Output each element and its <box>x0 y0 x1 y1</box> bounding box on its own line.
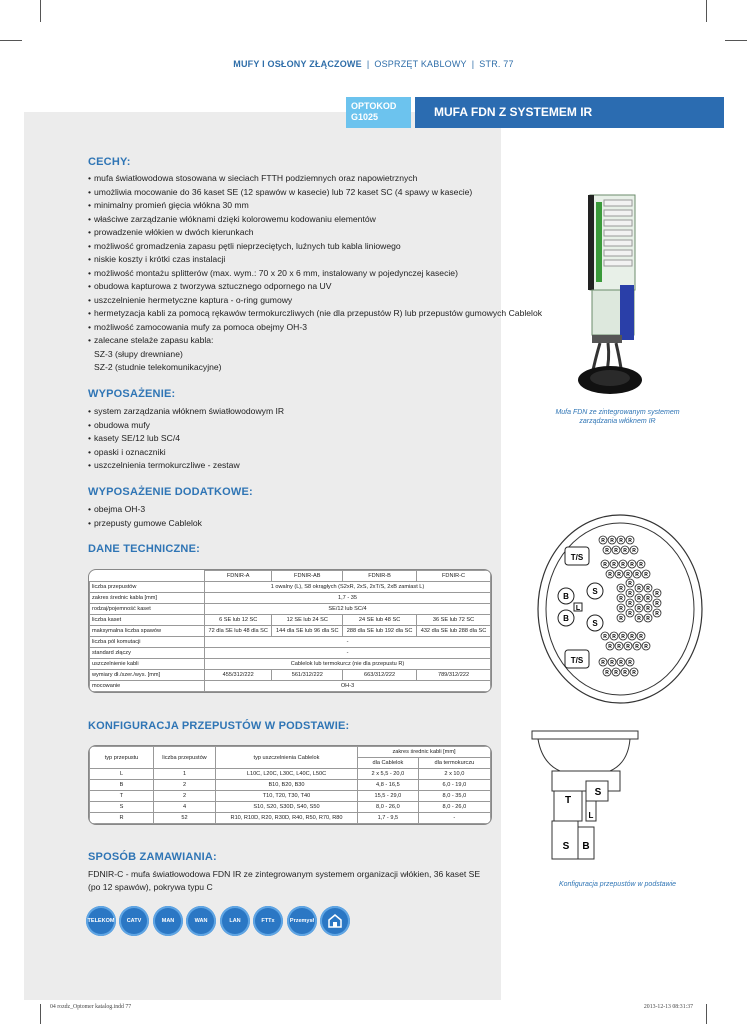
r-port-label: R <box>603 562 607 568</box>
r-port-label: R <box>628 601 632 607</box>
r-port-label: R <box>610 660 614 666</box>
crop-mark <box>0 40 22 41</box>
r-port-label: R <box>630 562 634 568</box>
r-port-label: R <box>639 562 643 568</box>
wan-icon: WAN <box>186 906 216 936</box>
r-port-label: R <box>628 538 632 544</box>
list-item: • minimalny promień gięcia włókna 30 mm <box>88 199 498 213</box>
product-code-tag: OPTOKOD G1025 <box>346 97 411 128</box>
r-port-label: R <box>628 611 632 617</box>
r-port-label: R <box>601 660 605 666</box>
r-port-label: R <box>608 572 612 578</box>
r-port-label: R <box>646 616 650 622</box>
crop-mark <box>725 40 747 41</box>
r-port-label: R <box>601 538 605 544</box>
list-item: • system zarządzania włóknem światłowodowym IR <box>88 405 498 419</box>
r-port-label: R <box>637 616 641 622</box>
list-item: • obejma OH-3 <box>88 503 498 517</box>
r-port-label: R <box>608 644 612 650</box>
list-item: • niskie koszty i krótki czas instalacji <box>88 253 498 267</box>
page-header: MUFY I OSŁONY ZŁĄCZOWE | OSPRZĘT KABLOWY | STR. 77 <box>233 59 514 69</box>
header-subcategory: OSPRZĘT KABLOWY <box>374 59 467 69</box>
table-row: zakres średnic kabla [mm] 1,7 - 35 <box>90 593 491 604</box>
order-heading: SPOSÓB ZAMAWIANIA: <box>88 851 217 863</box>
order-text: FDNIR-C - mufa światłowodowa FDN IR ze zintegrowanym systemem organizacji włókien, 36 kaset SE (po 12 spawów), pokrywa typu C <box>88 869 481 892</box>
header-category: MUFY I OSŁONY ZŁĄCZOWE <box>233 59 362 69</box>
list-item: • obudowa mufy <box>88 419 498 433</box>
svg-text:B: B <box>582 841 590 852</box>
config-table <box>88 745 492 825</box>
r-port-label: R <box>619 586 623 592</box>
equipment-list <box>88 405 498 473</box>
diagram-ts-top: T/S <box>570 553 584 562</box>
equipment-heading: WYPOSAŻENIE: <box>88 388 176 400</box>
list-item: • możliwość gromadzenia zapasu pętli nieprzeciętych, luźnych tub kabla liniowego <box>88 240 498 254</box>
fttx-icon: FTTx <box>253 906 283 936</box>
header-page: STR. 77 <box>479 59 514 69</box>
list-item: • uszczelnienie hermetyczne kaptura - o-ring gumowy <box>88 294 498 308</box>
tech-table <box>88 569 492 693</box>
list-item: • kasety SE/12 lub SC/4 <box>88 432 498 446</box>
svg-text:T: T <box>564 795 572 806</box>
r-port-label: R <box>646 606 650 612</box>
list-item: • uszczelnienia termokurczliwe - zestaw <box>88 459 498 473</box>
list-item: • możliwość zamocowania mufy za pomoca obejmy OH-3 <box>88 321 498 335</box>
svg-text:S: S <box>592 587 598 596</box>
footer-file: 04 rozdz_Optomer katalog.indd 77 <box>50 1004 132 1010</box>
config-heading: KONFIGURACJA PRZEPUSTÓW W PODSTAWIE: <box>88 720 350 732</box>
table-row: R 52 R10, R10D, R20, R30D, R40, R50, R70, R80 1,7 - 9,5 - <box>90 813 491 824</box>
r-port-label: R <box>655 601 659 607</box>
tech-heading: DANE TECHNICZNE: <box>88 543 200 555</box>
list-item: • mufa światłowodowa stosowana w sieciach FTTH podziemnych oraz napowietrznych <box>88 172 498 186</box>
table-row: dla Cablelok dla termokurczu <box>90 758 491 769</box>
table-row: liczba przepustów 1 owalny (L), S8 okrągłych (S2xR, 2xS, 2xT/S, 2xB zamiast L) <box>90 582 491 593</box>
crop-mark <box>40 0 41 22</box>
r-port-label: R <box>635 572 639 578</box>
r-port-label: R <box>605 548 609 554</box>
r-port-label: R <box>617 644 621 650</box>
side-config-diagram <box>530 723 640 863</box>
r-port-label: R <box>626 644 630 650</box>
building-icon <box>320 906 350 936</box>
table-row: maksymalna liczba spawów 72 dla SE lub 48 dla SC 144 dla SE lub 96 dla SC 288 dla SE lub 192 dla SC 432 dla SE lub 288 dla SC <box>90 626 491 637</box>
footer-timestamp: 2013-12-13 08:31:37 <box>643 1004 693 1010</box>
table-row: uszczelnienie kabli Cablelok lub termokurcz (nie dla przepustu R) <box>90 659 491 670</box>
r-port-label: R <box>639 634 643 640</box>
r-port-label: R <box>637 606 641 612</box>
crop-mark <box>706 0 707 22</box>
list-item: • właściwe zarządzanie włóknami dzięki kolorowemu kodowaniu elementów <box>88 213 498 227</box>
r-port-label: R <box>655 591 659 597</box>
photo-caption: Mufa FDN ze zintegrowanym systemem zarządzania włóknem IR <box>555 409 680 425</box>
list-item: • obudowa kapturowa z tworzywa sztucznego odpornego na UV <box>88 280 498 294</box>
r-port-label: R <box>646 596 650 602</box>
table-row: wymiary dł./szer./wys. [mm] 455/312/222 561/312/222 663/312/222 789/312/222 <box>90 670 491 681</box>
r-port-label: R <box>646 586 650 592</box>
list-item: • umożliwia mocowanie do 36 kaset SE (12 spawów w kasecie) lub 72 kaset SC (4 spawy w kasecie) <box>88 186 498 200</box>
r-port-label: R <box>621 634 625 640</box>
telekom-icon: TELEKOM <box>86 906 116 936</box>
r-port-label: R <box>628 660 632 666</box>
table-row: T 2 T10, T20, T30, T40 15,5 - 29,0 8,0 - 35,0 <box>90 791 491 802</box>
table-row: L 1 L10C, L20C, L30C, L40C, L50C 2 x 5,5 - 20,0 2 x 10,0 <box>90 769 491 780</box>
product-photo <box>570 190 670 400</box>
lan-icon: LAN <box>220 906 250 936</box>
list-item: • hermetyzacja kabli za pomocą rękawów termokurczliwych (nie dla przepustów R) lub przepustów gumowych Cablelok <box>88 307 498 321</box>
r-port-label: R <box>628 591 632 597</box>
diagram-ts-bottom: T/S <box>570 656 584 665</box>
crop-mark <box>706 1004 707 1024</box>
list-item: • zalecane stelaże zapasu kabla: <box>88 334 498 348</box>
r-port-label: R <box>614 670 618 676</box>
table-row: mocowanie OH-3 <box>90 681 491 692</box>
table-row: liczba pól komutacji - <box>90 637 491 648</box>
svg-text:L: L <box>575 605 581 612</box>
list-item: • opaski i oznaczniki <box>88 446 498 460</box>
table-row: typ przepustu liczba przepustów typ uszczelnienia Cablelok zakres średnic kabli [mm] <box>90 747 491 758</box>
r-port-label: R <box>614 548 618 554</box>
table-row: B 2 B10, B20, B30 4,8 - 16,5 6,0 - 19,0 <box>90 780 491 791</box>
table-row: FDNIR-A FDNIR-AB FDNIR-B FDNIR-C <box>90 571 491 582</box>
r-port-label: R <box>623 670 627 676</box>
r-port-label: R <box>619 606 623 612</box>
r-port-label: R <box>632 670 636 676</box>
base-port-diagram <box>535 512 705 707</box>
r-port-label: R <box>612 562 616 568</box>
list-subitem: SZ-2 (studnie telekomunikacyjne) <box>94 362 222 372</box>
r-port-label: R <box>628 581 632 587</box>
list-item: • prowadzenie włókien w dwóch kierunkach <box>88 226 498 240</box>
svg-text:B: B <box>563 592 569 601</box>
r-port-label: R <box>612 634 616 640</box>
features-list <box>88 172 543 375</box>
list-item: • możliwość montażu splitterów (max. wym.: 70 x 20 x 6 mm, instalowany w pojedynczej kasecie) <box>88 267 498 281</box>
r-port-label: R <box>626 572 630 578</box>
product-title: MUFA FDN Z SYSTEMEM IR <box>415 97 724 128</box>
features-heading: CECHY: <box>88 156 131 168</box>
config-caption: Konfiguracja przepustów w podstawie <box>558 881 677 888</box>
catv-icon: CATV <box>119 906 149 936</box>
table-row: S 4 S10, S20, S30D, S40, S50 8,0 - 26,0 8,0 - 26,0 <box>90 802 491 813</box>
crop-mark <box>40 1004 41 1024</box>
svg-text:S: S <box>592 619 598 628</box>
r-port-label: R <box>637 596 641 602</box>
r-port-label: R <box>637 586 641 592</box>
r-port-label: R <box>630 634 634 640</box>
table-row: standard złączy - <box>90 648 491 659</box>
r-port-label: R <box>619 616 623 622</box>
r-port-label: R <box>619 538 623 544</box>
r-port-label: R <box>632 548 636 554</box>
extra-equipment-heading: WYPOSAŻENIE DODATKOWE: <box>88 486 253 498</box>
r-port-label: R <box>621 562 625 568</box>
list-item: • przepusty gumowe Cablelok <box>88 517 498 531</box>
list-subitem: SZ-3 (słupy drewniane) <box>94 348 183 359</box>
r-port-label: R <box>655 611 659 617</box>
svg-text:L: L <box>588 811 594 820</box>
r-port-label: R <box>605 670 609 676</box>
table-row: liczba kaset 6 SE lub 12 SC 12 SE lub 24 SC 24 SE lub 48 SC 36 SE lub 72 SC <box>90 615 491 626</box>
r-port-label: R <box>644 644 648 650</box>
r-port-label: R <box>619 596 623 602</box>
r-port-label: R <box>619 660 623 666</box>
r-port-label: R <box>603 634 607 640</box>
man-icon: MAN <box>153 906 183 936</box>
przemysl-icon: Przemysł <box>287 906 317 936</box>
extra-equipment-list <box>88 503 498 530</box>
r-port-label: R <box>635 644 639 650</box>
svg-text:B: B <box>563 614 569 623</box>
svg-text:S: S <box>594 787 602 798</box>
r-port-label: R <box>610 538 614 544</box>
r-port-label: R <box>617 572 621 578</box>
r-port-label: R <box>644 572 648 578</box>
svg-text:S: S <box>562 841 570 852</box>
r-port-label: R <box>623 548 627 554</box>
table-row: rodzaj/pojemność kaset SE/12 lub SC/4 <box>90 604 491 615</box>
